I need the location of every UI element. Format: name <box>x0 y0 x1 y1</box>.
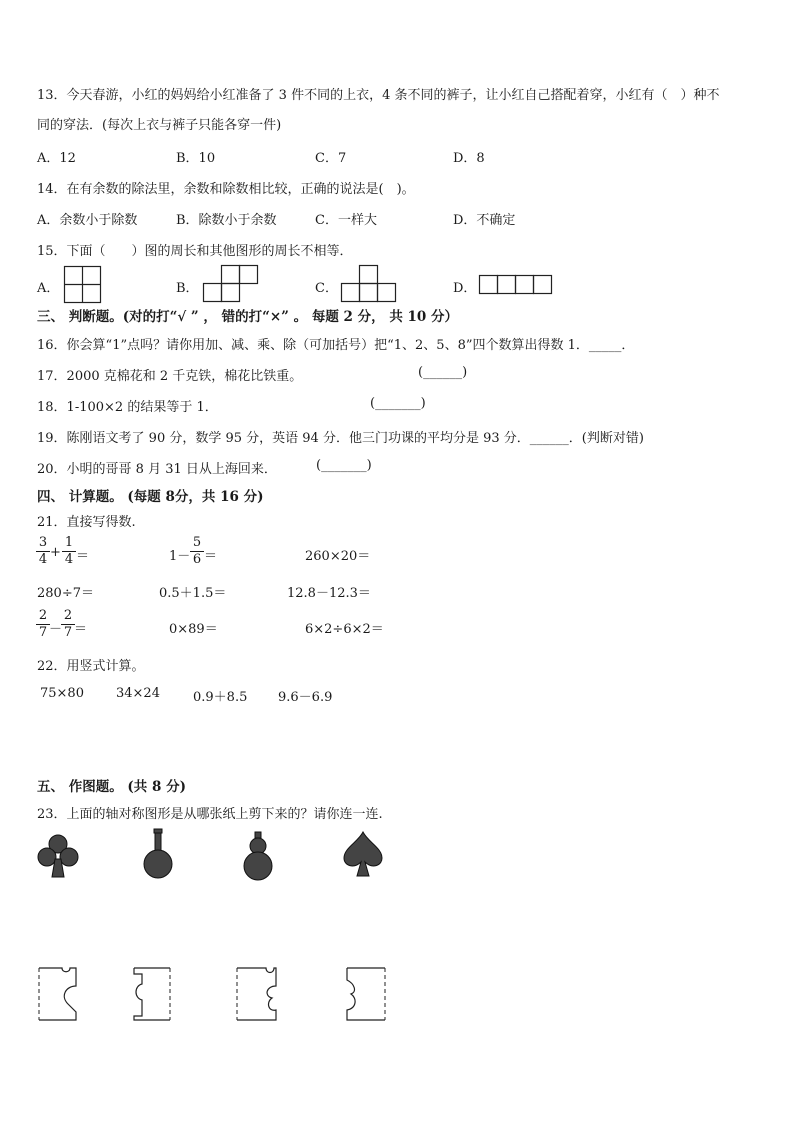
q14-option-c: C．一样大 <box>315 213 377 228</box>
q21-r3c3: 6×2÷6×2＝ <box>305 622 384 637</box>
q15-option-d: D． <box>453 281 477 296</box>
q13-option-d: D．8 <box>453 151 485 166</box>
q15-shape-c-t-shape <box>341 265 397 303</box>
numerator: 1 <box>64 535 74 550</box>
q21-r1c2-equals: ＝ <box>204 549 218 564</box>
q13-option-a: A．12 <box>37 151 76 166</box>
denominator: 7 <box>63 625 73 640</box>
folded-paper-4 <box>345 966 387 1022</box>
q23-text: 23．上面的轴对称图形是从哪张纸上剪下来的？请你连一连. <box>37 807 383 822</box>
q15-text: 15．下面（ ）图的周长和其他图形的周长不相等． <box>37 244 353 259</box>
q21-r1c1-equals: ＝ <box>76 549 90 564</box>
q22-item-2: 34×24 <box>116 686 160 701</box>
q21-r1c1-operator: + <box>50 545 61 560</box>
q22-item-1: 75×80 <box>40 686 84 701</box>
q21-r1c3: 260×20＝ <box>305 549 371 564</box>
numerator: 2 <box>63 608 73 623</box>
section5-title: 五、 作图题。 (共 8 分) <box>37 779 186 795</box>
denominator: 4 <box>38 552 48 567</box>
q21-r3c2: 0×89＝ <box>169 622 218 637</box>
q14-option-b: B．除数小于余数 <box>176 213 277 228</box>
q21-r1c2-fraction <box>190 536 204 567</box>
folded-paper-3 <box>236 966 278 1022</box>
gourd-bottle-shape-icon <box>140 828 176 882</box>
q13-text-line2: 同的穿法．(每次上衣与裤子只能各穿一件) <box>37 118 282 133</box>
q15-shape-a-grid <box>64 266 102 304</box>
q21-r1c1-fraction-a <box>36 536 50 567</box>
numerator: 5 <box>192 535 202 550</box>
q21-r1c1-fraction-b <box>62 536 76 567</box>
q20-text: 20．小明的哥哥 8 月 31 日从上海回来． <box>37 462 277 477</box>
denominator: 6 <box>192 552 202 567</box>
q18-answer-blank[interactable]: (_______) <box>370 396 426 411</box>
denominator: 7 <box>38 625 48 640</box>
numerator: 2 <box>38 608 48 623</box>
q20-answer-blank[interactable]: (_______) <box>316 458 372 473</box>
section3-title: 三、 判断题。(对的打“√ ” ， 错的打“×” 。 每题 2 分， 共 10 分） <box>37 309 459 325</box>
q15-shape-b-staircase <box>203 265 259 303</box>
q21-r3c1-fraction-b <box>61 609 75 640</box>
q21-r2c2: 0.5＋1.5＝ <box>159 586 227 601</box>
q21-r3c1-operator: － <box>49 622 63 637</box>
q21-r2c1: 280÷7＝ <box>37 586 94 601</box>
q14-option-a: A．余数小于除数 <box>37 213 138 228</box>
q15-option-c: C． <box>315 281 338 296</box>
spade-shape-icon <box>340 830 386 880</box>
q21-r3c1-fraction-a <box>36 609 50 640</box>
q21-r3c1-equals: ＝ <box>74 622 88 637</box>
club-shape-icon <box>36 833 80 881</box>
q13-option-b: B．10 <box>176 151 216 166</box>
denominator: 4 <box>64 552 74 567</box>
q21-title: 21．直接写得数. <box>37 515 136 530</box>
numerator: 3 <box>38 535 48 550</box>
q19-text: 19．陈刚语文考了 90 分，数学 95 分，英语 94 分．他三门功课的平均分是 93 分．______．(判断对错) <box>37 431 644 446</box>
q15-option-a: A． <box>37 281 60 296</box>
q17-answer-blank[interactable]: (______) <box>418 365 468 380</box>
q15-shape-d-row <box>479 275 554 297</box>
q13-option-c: C．7 <box>315 151 347 166</box>
folded-paper-1 <box>38 966 78 1022</box>
q14-text: 14．在有余数的除法里，余数和除数相比较，正确的说法是( )。 <box>37 182 415 197</box>
q17-text: 17．2000 克棉花和 2 千克铁，棉花比铁重。 <box>37 369 303 384</box>
q22-title: 22．用竖式计算。 <box>37 659 145 674</box>
q18-text: 18．1-100×2 的结果等于 1． <box>37 400 218 415</box>
q15-option-b: B． <box>176 281 199 296</box>
q21-r2c3: 12.8－12.3＝ <box>287 586 371 601</box>
folded-paper-2 <box>132 966 172 1022</box>
q16-text: 16．你会算“1”点吗？请你用加、减、乘、除（可加括号）把“1、2、5、8”四个数算出得数 1．_____． <box>37 338 635 353</box>
q14-option-d: D．不确定 <box>453 213 516 228</box>
calabash-shape-icon <box>240 832 276 882</box>
section4-title: 四、 计算题。 (每题 8分，共 16 分) <box>37 489 264 505</box>
q13-text-line1: 13．今天春游，小红的妈妈给小红准备了 3 件不同的上衣，4 条不同的裤子，让小红自己搭配着穿，小红有（ ）种不 <box>37 88 720 103</box>
q22-item-3: 0.9＋8.5 <box>193 690 248 705</box>
q21-r1c2-lead: 1－ <box>169 549 191 564</box>
q22-item-4: 9.6－6.9 <box>278 690 333 705</box>
